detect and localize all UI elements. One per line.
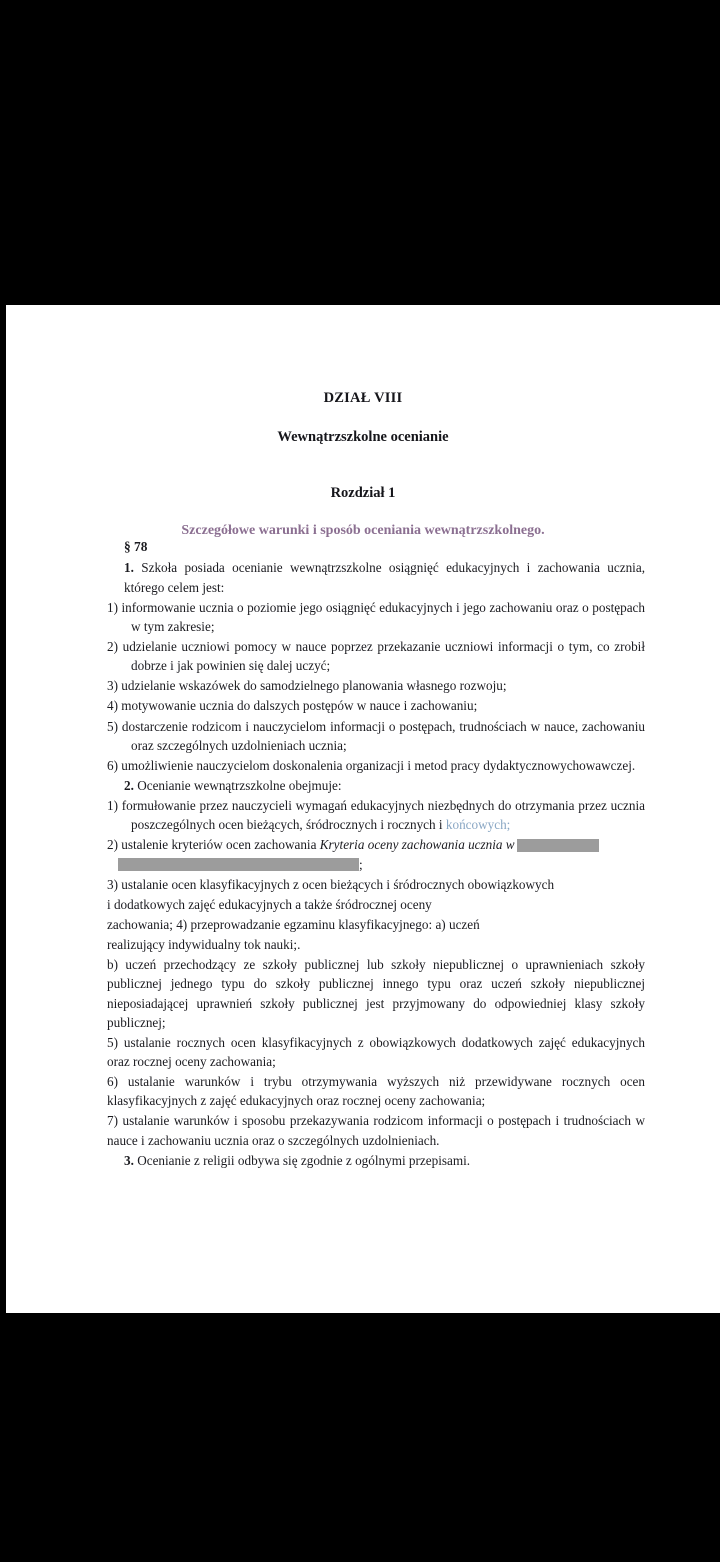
document-page bbox=[6, 305, 720, 1313]
list-item: 7) ustalanie warunków i sposobu przekazywania rodzicom informacji o postępach i trudnościach w nauce i zachowaniu ucznia oraz o szczególnych uzdolnieniach. bbox=[107, 1113, 645, 1148]
paragraph-1-lead bbox=[107, 558, 645, 596]
list-item-redacted bbox=[107, 835, 645, 873]
list-item: 1) informowanie ucznia o poziomie jego osiągnięć edukacyjnych i jego zachowaniu oraz o postępach w tym zakresie; bbox=[107, 599, 645, 634]
list-item: 4) motywowanie ucznia do dalszych postępów w nauce i zachowaniu; bbox=[107, 698, 478, 714]
page-content bbox=[6, 305, 720, 1168]
paragraph-3 bbox=[107, 1151, 645, 1170]
redaction-block bbox=[517, 839, 599, 852]
list-item: realizujący indywidualny tok nauki;. bbox=[107, 937, 301, 953]
list-item: b) uczeń przechodzący ze szkoły publicznej lub szkoły niepublicznej o uprawnieniach szkoły publicznej jednego typu do szkoły publicznej innego typu oraz uczeń szkoły niepublicznej nieposiadającej uprawnień szkoły publicznej jest przyjmowany do odpowiedniej klasy szkoły publicznej; bbox=[107, 957, 645, 1030]
list-item: 5) ustalanie rocznych ocen klasyfikacyjnych z obowiązkowych dodatkowych zajęć edukacyjnych oraz rocznej oceny zachowania; bbox=[107, 1034, 645, 1069]
redaction-block bbox=[118, 858, 359, 871]
list-item: i dodatkowych zajęć edukacyjnych a także śródrocznej oceny bbox=[107, 896, 432, 912]
list-item-suffix: ; bbox=[359, 856, 363, 872]
heading-scope: Szczegółowe warunki i sposób oceniania wewnątrzszkolnego. bbox=[181, 523, 545, 539]
list-item: 6) ustalanie warunków i trybu otrzymywania wyższych niż przewidywane rocznych ocen klasyfikacyjnych z zajęć edukacyjnych oraz rocznej oceny zachowania; bbox=[107, 1074, 645, 1109]
list-item bbox=[107, 796, 645, 834]
list-item: 5) dostarczenie rodzicom i nauczycielom informacji o postępach, trudnościach w nauce, zachowaniu oraz szczególnych uzdolnieniach ucznia; bbox=[107, 718, 645, 753]
paragraph-2-lead bbox=[107, 776, 645, 795]
list-item: zachowania; 4) przeprowadzanie egzaminu klasyfikacyjnego: a) uczeń bbox=[107, 916, 480, 932]
body-text-column bbox=[107, 537, 645, 1171]
list-item-text: 1) formułowanie przez nauczycieli wymagań edukacyjnych niezbędnych do otrzymania przez ucznia poszczególnych ocen bieżących, śródrocznych i rocznych i bbox=[107, 798, 645, 833]
paragraph-3-text: Ocenianie z religii odbywa się zgodnie z ogólnymi przepisami. bbox=[137, 1152, 471, 1168]
heading-rozdzial: Rozdział 1 bbox=[330, 485, 396, 502]
highlighted-keyword: końcowych; bbox=[445, 817, 511, 833]
list-item: 3) ustalanie ocen klasyfikacyjnych z ocen bieżących i śródrocznych obowiązkowych bbox=[107, 876, 555, 892]
paragraph-3-number: 3. bbox=[124, 1152, 134, 1168]
section-marker: § 78 bbox=[124, 539, 148, 554]
paragraph-1-number: 1. bbox=[124, 560, 134, 576]
list-item-text: 2) ustalenie kryteriów ocen zachowania bbox=[107, 837, 320, 853]
paragraph-2-number: 2. bbox=[124, 777, 134, 793]
paragraph-1-lead-text: Szkoła posiada ocenianie wewnątrzszkolne osiągnięć edukacyjnych i zachowania ucznia, którego celem jest: bbox=[124, 560, 645, 595]
list-item: 3) udzielanie wskazówek do samodzielnego planowania własnego rozwoju; bbox=[107, 678, 507, 694]
paragraph-2-lead-text: Ocenianie wewnątrzszkolne obejmuje: bbox=[137, 777, 342, 793]
heading-subtitle: Wewnątrzszkolne ocenianie bbox=[277, 429, 449, 446]
list-item: 2) udzielanie uczniowi pomocy w nauce poprzez przekazanie uczniowi informacji o tym, co zrobił dobrze i jak powinien się dalej uczyć; bbox=[107, 639, 645, 674]
heading-dzial: DZIAŁ VIII bbox=[323, 390, 403, 406]
italic-citation: Kryteria oceny zachowania ucznia w bbox=[319, 837, 515, 853]
list-item: 6) umożliwienie nauczycielom doskonalenia organizacji i metod pracy dydaktycznowychowawczej. bbox=[107, 757, 636, 773]
